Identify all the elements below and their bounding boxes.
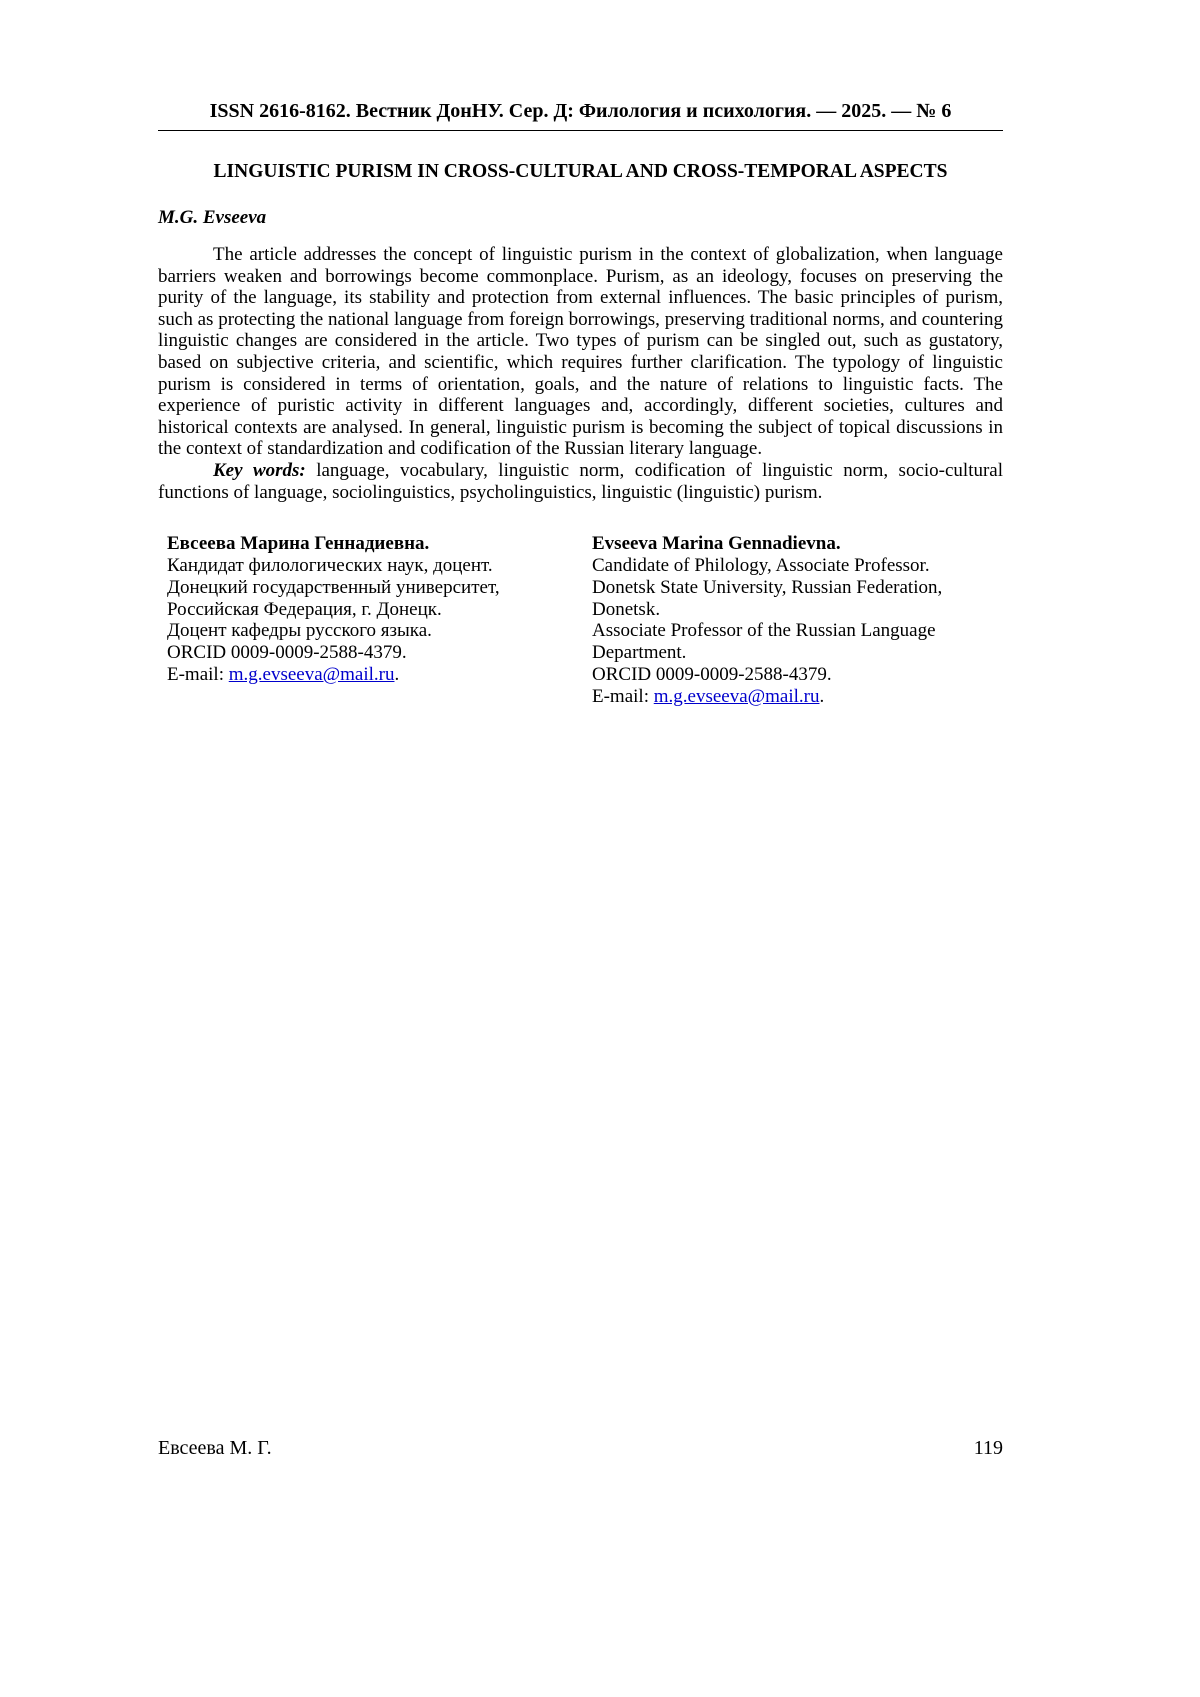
contact-column-english — [592, 533, 1003, 707]
contact-line: Candidate of Philology, Associate Professor. — [592, 554, 930, 576]
email-suffix: . — [394, 663, 400, 685]
email-label: E-mail: — [592, 685, 654, 707]
contact-line: Доцент кафедры русского языка. — [167, 620, 432, 642]
contact-line: Donetsk State University, Russian Federation, — [592, 576, 943, 598]
keywords-paragraph — [158, 460, 1003, 503]
email-link-ru[interactable]: m.g.evseeva@mail.ru — [228, 663, 395, 685]
contact-line: Донецкий государственный университет, — [167, 576, 500, 598]
contact-name-ru: Евсеева Марина Геннадиевна. — [167, 533, 430, 555]
contact-line: Associate Professor of the Russian Language — [592, 620, 936, 642]
abstract-paragraph: The article addresses the concept of linguistic purism in the context of globalization, when language barriers weaken and borrowings become commonplace. Purism, as an ideology, focuses on preserving the purity of the language, its stability and protection from external influences. The basic principles of purism, such as protecting the national language from foreign borrowings, preserving traditional norms, and countering linguistic changes are considered in the article. Two types of purism can be singled out, such as gustatory, based on subjective criteria, and scientific, which requires further clarification. The typology of linguistic purism is considered in terms of orientation, goals, and the nature of relations to linguistic facts. The experience of puristic activity in different languages and, accordingly, different societies, cultures and historical contexts are analysed. In general, linguistic purism is becoming the subject of topical discussions in the context of standardization and codification of the Russian literary language. — [158, 244, 1003, 460]
contact-line: Российская Федерация, г. Донецк. — [167, 598, 442, 620]
keywords-label: Key words: — [213, 459, 306, 481]
running-header: ISSN 2616-8162. Вестник ДонНУ. Сер. Д: Филология и психология. — 2025. — № 6 — [158, 100, 1003, 131]
contact-email-line-ru — [167, 664, 592, 686]
contact-line: ORCID 0009-0009-2588-4379. — [167, 642, 407, 664]
contact-line: ORCID 0009-0009-2588-4379. — [592, 663, 832, 685]
email-label: E-mail: — [167, 663, 229, 685]
contact-email-line-en — [592, 686, 1003, 708]
contact-name-en: Evseeva Marina Gennadievna. — [592, 533, 841, 555]
footer-author: Евсеева М. Г. — [158, 1437, 272, 1459]
email-suffix: . — [819, 685, 825, 707]
keywords-text: language, vocabulary, linguistic norm, codification of linguistic norm, socio-cultural functions of language, sociolinguistics, psycholinguistics, linguistic (linguistic) purism. — [158, 459, 1004, 503]
author-name: M.G. Evseeva — [158, 207, 267, 228]
article-title: LINGUISTIC PURISM IN CROSS-CULTURAL AND CROSS-TEMPORAL ASPECTS — [213, 161, 948, 182]
email-link-en[interactable]: m.g.evseeva@mail.ru — [653, 685, 820, 707]
page-content — [158, 0, 1003, 708]
contact-line: Кандидат филологических наук, доцент. — [167, 554, 493, 576]
contact-column-russian — [158, 533, 592, 707]
contact-line: Donetsk. — [592, 598, 661, 620]
contacts-block — [158, 533, 1003, 707]
contact-line: Department. — [592, 642, 687, 664]
footer-page-number: 119 — [973, 1437, 1003, 1459]
page-footer — [158, 1437, 1003, 1460]
